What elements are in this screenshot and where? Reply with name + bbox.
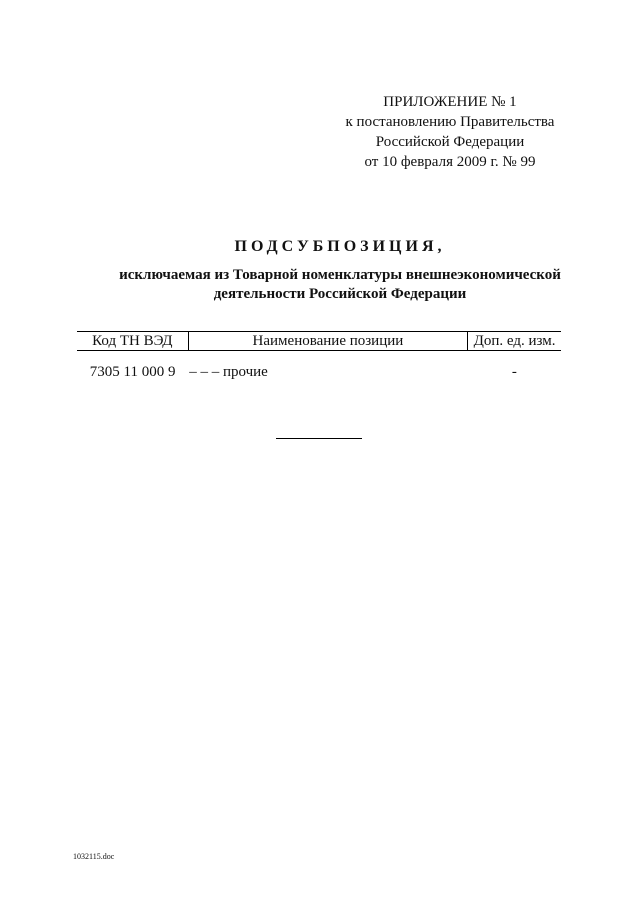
cell-code: 7305 11 000 9	[89, 364, 176, 380]
column-header-unit: Доп. ед. изм.	[468, 332, 561, 351]
appendix-block	[330, 92, 570, 172]
document-subtitle-line-2: деятельности Российской Федерации	[213, 286, 467, 302]
document-heading	[60, 236, 620, 304]
appendix-government: Российской Федерации	[375, 134, 525, 150]
column-header-code: Код ТН ВЭД	[77, 332, 188, 351]
document-subtitle	[60, 266, 620, 304]
appendix-resolution-ref: к постановлению Правительства	[345, 114, 555, 130]
appendix-number: ПРИЛОЖЕНИЕ № 1	[383, 94, 517, 110]
document-subtitle-line-1: исключаемая из Товарной номенклатуры внешнеэкономической	[119, 267, 561, 283]
document-title: ПОДСУБПОЗИЦИЯ,	[234, 238, 446, 255]
end-separator-line	[276, 438, 362, 439]
column-header-name: Наименование позиции	[188, 332, 467, 351]
codes-table	[77, 331, 561, 382]
cell-name: – – – прочие	[189, 364, 268, 380]
table-row	[77, 351, 561, 383]
appendix-date-number: от 10 февраля 2009 г. № 99	[364, 154, 536, 170]
table-header-row	[77, 332, 561, 351]
cell-unit: -	[511, 364, 517, 380]
document-file-reference: 1032115.doc	[73, 852, 115, 861]
